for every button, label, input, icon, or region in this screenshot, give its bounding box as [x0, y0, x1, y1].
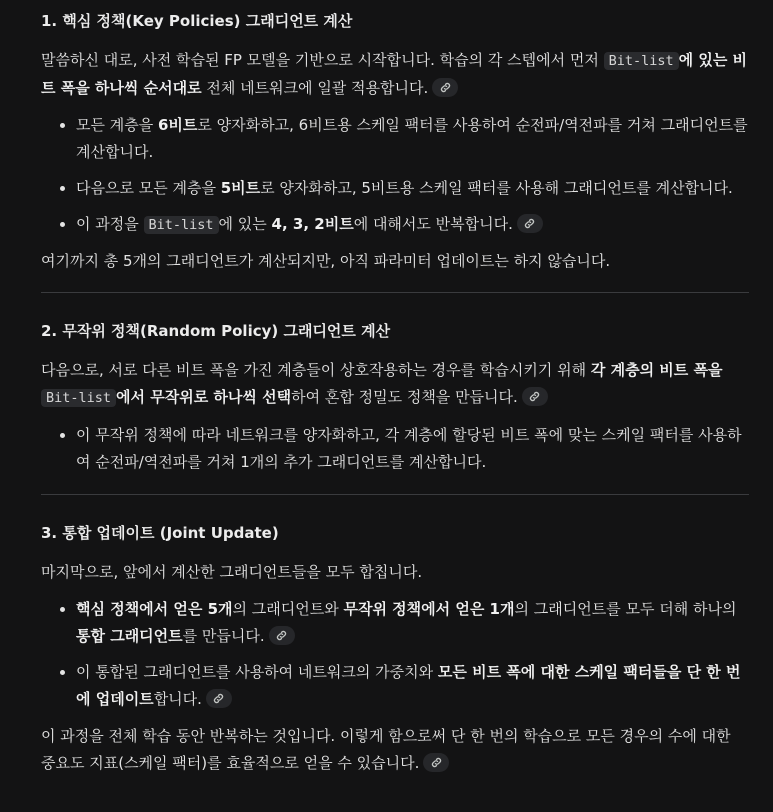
bold-text: 핵심 정책에서 얻은 5개	[76, 600, 233, 618]
link-icon	[528, 390, 541, 403]
text: 에 있는	[218, 215, 272, 233]
text: 의 그래디언트를 모두 더해 하나의	[514, 600, 737, 618]
bold-text: 에 있는 비트 폭을 하나씩 순서대로	[41, 51, 748, 97]
bold-text: 각 계층의 비트 폭을	[590, 361, 723, 379]
list-item	[76, 112, 749, 166]
link-icon	[523, 217, 536, 230]
text: 를 만듭니다.	[182, 627, 265, 645]
text: 로 양자화하고, 6비트용 스케일 팩터를 사용하여 순전파/역전파를 거쳐 그래디언트를 계산합니다.	[76, 116, 748, 161]
section-2-paragraph	[41, 357, 749, 412]
bold-text: 6비트	[158, 116, 198, 134]
text: 의 그래디언트와	[232, 600, 344, 618]
list-item	[76, 175, 749, 202]
section-3-title: 3. 통합 업데이트 (Joint Update)	[41, 524, 279, 542]
text: 이 과정을 전체 학습 동안 반복하는 것입니다. 이렇게 함으로써 단 한 번의 학습으로 모든 경우의 수에 대한 중요도 지표(스케일 팩터)를 효율적으로 얻을 수 있습니다.	[41, 727, 731, 772]
link-chip[interactable]	[206, 689, 232, 708]
text: 합니다.	[153, 690, 202, 708]
bold-text: 에서 무작위로 하나씩 선택	[116, 388, 292, 406]
divider	[41, 494, 749, 495]
section-1-title: 1. 핵심 정책(Key Policies) 그래디언트 계산	[41, 12, 353, 30]
conclusion-paragraph	[41, 723, 749, 777]
section-1-list	[41, 112, 749, 239]
divider	[41, 292, 749, 293]
link-chip[interactable]	[269, 626, 295, 645]
bold-text: 4, 3, 2비트	[271, 215, 354, 233]
link-chip[interactable]	[432, 78, 458, 97]
section-1-summary: 여기까지 총 5개의 그래디언트가 계산되지만, 아직 파라미터 업데이트는 하지 않습니다.	[41, 252, 611, 270]
inline-code: Bit-list	[144, 216, 219, 234]
link-icon	[439, 81, 452, 94]
text: 로 양자화하고, 5비트용 스케일 팩터를 사용해 그래디언트를 계산합니다.	[260, 179, 733, 197]
link-icon	[430, 756, 443, 769]
text: 전체 네트워크에 일괄 적용합니다.	[201, 79, 429, 97]
text: 모든 계층을	[76, 116, 158, 134]
text: 에 대해서도 반복합니다.	[353, 215, 513, 233]
link-icon	[275, 629, 288, 642]
text: 하여 혼합 정밀도 정책을 만듭니다.	[291, 388, 518, 406]
text: 다음으로 모든 계층을	[76, 179, 221, 197]
link-icon	[212, 692, 225, 705]
section-2-title: 2. 무작위 정책(Random Policy) 그래디언트 계산	[41, 322, 391, 340]
text: 다음으로, 서로 다른 비트 폭을 가진 계층들이 상호작용하는 경우를 학습시키기 위해	[41, 361, 591, 379]
link-chip[interactable]	[517, 214, 543, 233]
section-1-paragraph	[41, 47, 749, 102]
list-item: • 이 무작위 정책에 따라 네트워크를 양자화하고, 각 계층에 할당된 비트 폭에 맞는 스케일 팩터를 사용하여 순전파/역전파를 거쳐 1개의 추가 그래디언트를 계산합니다.	[76, 422, 749, 476]
text: 말씀하신 대로, 사전 학습된 FP 모델을 기반으로 시작합니다. 학습의 각 스텝에서 먼저	[41, 51, 604, 69]
list-item	[76, 211, 749, 239]
bold-text: 5비트	[220, 179, 261, 197]
section-2-list	[41, 422, 749, 476]
text: 이 과정을	[76, 215, 144, 233]
bold-text: 무작위 정책에서 얻은 1개	[343, 600, 515, 618]
bold-text: 모든 비트 폭에 대한 스케일 팩터들을 단 한 번에 업데이트	[76, 663, 741, 708]
link-chip[interactable]	[522, 387, 548, 406]
inline-code: Bit-list	[604, 52, 679, 70]
text: 이 통합된 그래디언트를 사용하여 네트워크의 가중치와	[76, 663, 438, 681]
list-item	[76, 596, 749, 650]
section-3-list	[41, 596, 749, 713]
list-item	[76, 659, 749, 713]
section-3-intro: 마지막으로, 앞에서 계산한 그래디언트들을 모두 합칩니다.	[41, 563, 423, 581]
bold-text: 통합 그래디언트	[76, 627, 183, 645]
inline-code: Bit-list	[41, 389, 116, 407]
link-chip[interactable]	[423, 753, 449, 772]
